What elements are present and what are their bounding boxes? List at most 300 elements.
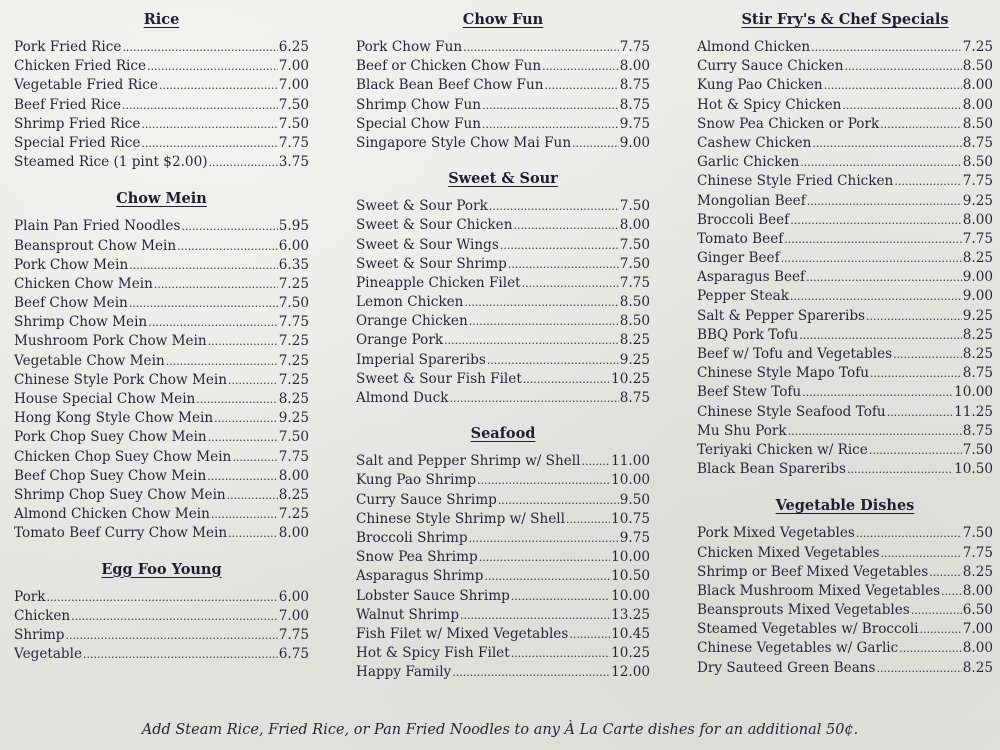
menu-item-price: 8.00 — [962, 640, 993, 657]
dot-leader — [232, 448, 277, 467]
menu-item — [697, 582, 993, 601]
menu-item — [14, 332, 309, 351]
menu-item-price: 7.75 — [619, 274, 650, 291]
menu-item-price: 7.50 — [619, 198, 650, 215]
menu-item — [697, 422, 993, 441]
menu-item-price: 6.75 — [278, 646, 309, 663]
menu-item-name: Broccoli Shrimp — [356, 529, 468, 546]
menu-item-name: Sweet & Sour Fish Filet — [356, 370, 522, 387]
menu-item-price: 7.50 — [278, 115, 309, 132]
menu-item-name: Kung Pao Shrimp — [356, 472, 477, 489]
menu-item-name: Beansprout Chow Mein — [14, 237, 177, 254]
menu-item-name: Chicken Fried Rice — [14, 58, 147, 75]
menu-item-name: Shrimp — [14, 626, 65, 643]
menu-item-name: Beef Chow Mein — [14, 295, 128, 312]
menu-item — [697, 115, 993, 134]
menu-item-price: 9.50 — [619, 491, 650, 508]
dot-leader — [800, 153, 961, 172]
dot-leader — [911, 601, 962, 620]
menu-item-name: Broccoli Beef — [697, 211, 790, 228]
dot-leader — [866, 307, 962, 326]
menu-item — [356, 587, 650, 606]
section-title: Seafood — [470, 425, 536, 443]
menu-item-name: Beef Chop Suey Chow Mein — [14, 467, 207, 484]
menu-item-name: Salt & Pepper Spareribs — [697, 307, 866, 324]
menu-item-price: 8.75 — [619, 390, 650, 406]
menu-item-name: Hot & Spicy Chicken — [697, 96, 842, 113]
dot-leader — [806, 268, 962, 287]
dot-leader — [141, 134, 277, 153]
menu-item-price: 10.00 — [611, 549, 650, 566]
menu-item — [356, 236, 650, 255]
menu-item-price: 8.50 — [619, 294, 650, 311]
dot-leader — [482, 96, 619, 115]
menu-section — [356, 422, 650, 682]
menu-item — [14, 96, 309, 115]
menu-item-price: 8.50 — [962, 154, 993, 171]
menu-item-name: Hong Kong Style Chow Mein — [14, 410, 214, 427]
dot-leader — [842, 96, 961, 115]
menu-item-name: Snow Pea Shrimp — [356, 549, 478, 566]
menu-item-name: Chinese Style Fried Chicken — [697, 173, 894, 190]
menu-item-price: 8.25 — [962, 346, 993, 362]
menu-item-price: 9.25 — [619, 351, 650, 368]
dot-leader — [807, 192, 962, 211]
dot-leader — [129, 294, 278, 313]
dot-leader — [790, 211, 962, 230]
menu-item — [697, 563, 993, 582]
menu-item — [356, 510, 650, 529]
menu-column-2 — [356, 8, 650, 682]
menu-column-1 — [14, 8, 309, 664]
menu-section — [14, 187, 309, 543]
menu-item — [356, 96, 650, 115]
menu-item — [697, 38, 993, 57]
menu-item — [14, 588, 309, 607]
menu-item-name: Shrimp Chop Suey Chow Mein — [14, 486, 226, 503]
menu-item-name: Shrimp Fried Rice — [14, 115, 141, 132]
menu-item — [14, 467, 309, 486]
menu-item-price: 10.00 — [611, 587, 650, 604]
menu-item-name: Shrimp Chow Mein — [14, 314, 148, 331]
dot-leader — [148, 313, 278, 332]
menu-item-name: Beef or Chicken Chow Fun — [356, 58, 542, 75]
menu-item — [14, 256, 309, 275]
menu-item-name: Mushroom Pork Chow Mein — [14, 333, 207, 350]
dot-leader — [479, 548, 610, 567]
menu-item-price: 10.50 — [954, 461, 993, 478]
menu-item-name: Tomato Beef Curry Chow Mein — [14, 525, 228, 542]
menu-item — [356, 57, 650, 76]
menu-item-price: 12.00 — [611, 664, 650, 681]
menu-item — [14, 448, 309, 467]
menu-item — [356, 134, 650, 153]
menu-item-name: Steamed Rice (1 pint $2.00) — [14, 154, 208, 171]
menu-item-name: Curry Sauce Chicken — [697, 58, 844, 75]
dot-leader — [463, 38, 619, 57]
dot-leader — [812, 134, 961, 153]
menu-item-price: 7.75 — [962, 230, 993, 247]
menu-item-name: Chinese Style Pork Chow Mein — [14, 371, 228, 388]
dot-leader — [83, 645, 278, 664]
menu-item-price: 7.25 — [962, 39, 993, 55]
menu-item — [356, 491, 650, 510]
menu-item-price: 7.75 — [278, 314, 309, 331]
menu-item — [14, 352, 309, 371]
dot-leader — [790, 287, 962, 306]
menu-item — [697, 134, 993, 153]
menu-item-name: Vegetable Chow Mein — [14, 352, 165, 369]
menu-item-name: Chinese Vegetables w/ Garlic — [697, 640, 899, 657]
menu-item-name: Beef Fried Rice — [14, 96, 122, 113]
dot-leader — [811, 38, 962, 57]
dot-leader — [122, 96, 278, 115]
menu-item-name: Dry Sauteed Green Beans — [697, 659, 876, 676]
menu-item — [14, 76, 309, 95]
menu-item-price: 8.25 — [962, 250, 993, 267]
menu-item-name: Garlic Chicken — [697, 154, 800, 171]
dot-leader — [208, 428, 278, 447]
dot-leader — [847, 460, 953, 479]
dot-leader — [929, 563, 961, 582]
section-title: Egg Foo Young — [101, 560, 222, 578]
menu-item — [697, 639, 993, 658]
menu-item-name: Chicken Mixed Vegetables — [697, 544, 880, 561]
menu-item — [697, 307, 993, 326]
menu-item-name: Beef w/ Tofu and Vegetables — [697, 346, 893, 362]
menu-item-price: 7.75 — [278, 626, 309, 643]
menu-item-price: 6.50 — [962, 602, 993, 619]
menu-item-name: Shrimp Chow Fun — [356, 96, 482, 113]
menu-item-price: 8.25 — [278, 486, 309, 503]
menu-section — [14, 558, 309, 665]
menu-item-price: 8.75 — [962, 422, 993, 439]
menu-item-name: Plain Pan Fried Noodles — [14, 218, 181, 235]
dot-leader — [522, 274, 619, 293]
dot-leader — [154, 275, 278, 294]
menu-item-price: 7.50 — [278, 96, 309, 113]
menu-item-price: 7.25 — [278, 506, 309, 523]
menu-item — [14, 390, 309, 409]
menu-item-price: 8.00 — [962, 96, 993, 113]
menu-item-name: Sweet & Sour Chicken — [356, 217, 513, 234]
menu-item — [356, 471, 650, 490]
menu-item-name: Beansprouts Mixed Vegetables — [697, 602, 910, 619]
dot-leader — [469, 312, 619, 331]
menu-item-price: 11.25 — [954, 403, 993, 420]
menu-item — [14, 153, 309, 172]
menu-item-name: Pork Mixed Vegetables — [697, 525, 855, 542]
dot-leader — [523, 370, 610, 389]
menu-item-price: 7.50 — [962, 441, 993, 458]
menu-item-price: 7.00 — [278, 58, 309, 75]
dot-leader — [788, 422, 962, 441]
menu-item-price: 7.00 — [962, 621, 993, 638]
dot-leader — [870, 364, 962, 383]
menu-item — [356, 644, 650, 663]
dot-leader — [177, 237, 278, 256]
dot-leader — [159, 76, 278, 95]
menu-item-name: Asparagus Shrimp — [356, 568, 484, 585]
dot-leader — [129, 256, 278, 275]
menu-item — [356, 255, 650, 274]
menu-item-price: 7.75 — [962, 173, 993, 190]
menu-section — [14, 8, 309, 172]
menu-item-price: 8.75 — [619, 77, 650, 94]
menu-item-price: 9.00 — [619, 134, 650, 151]
menu-item-price: 6.25 — [278, 39, 309, 55]
dot-leader — [784, 230, 961, 249]
dot-leader — [181, 217, 277, 236]
section-title: Rice — [143, 11, 180, 28]
dot-leader — [511, 587, 610, 606]
menu-section — [697, 494, 993, 678]
dot-leader — [894, 172, 961, 191]
menu-item — [356, 38, 650, 57]
menu-item — [356, 216, 650, 235]
menu-item-name: Asparagus Beef — [697, 269, 806, 286]
dot-leader — [513, 216, 618, 235]
dot-leader — [147, 57, 278, 76]
dot-leader — [941, 582, 962, 601]
menu-item-price: 7.75 — [619, 39, 650, 55]
dot-leader — [66, 626, 278, 645]
menu-item — [697, 287, 993, 306]
menu-item — [697, 211, 993, 230]
menu-item — [14, 313, 309, 332]
menu-item-name: Pineapple Chicken Filet — [356, 274, 521, 291]
dot-leader — [228, 371, 278, 390]
menu-item-name: Walnut Shrimp — [356, 606, 460, 623]
menu-item-name: Happy Family — [356, 664, 452, 681]
menu-item-name: Orange Pork — [356, 332, 444, 349]
menu-item-name: Pork — [14, 588, 46, 605]
dot-leader — [452, 663, 610, 682]
menu-item-price: 7.00 — [278, 607, 309, 624]
menu-item-name: Chinese Style Shrimp w/ Shell — [356, 510, 565, 527]
menu-column-3 — [697, 8, 993, 678]
menu-item — [697, 620, 993, 639]
menu-item — [697, 57, 993, 76]
menu-item — [356, 293, 650, 312]
dot-leader — [444, 331, 619, 350]
menu-item — [356, 370, 650, 389]
menu-item-price: 6.00 — [278, 237, 309, 254]
menu-item — [14, 645, 309, 664]
menu-item-price: 8.00 — [962, 582, 993, 599]
menu-item-price: 7.50 — [619, 255, 650, 272]
menu-item-name: Mongolian Beef — [697, 192, 806, 209]
menu-item-name: Special Chow Fun — [356, 115, 482, 132]
menu-item-price: 10.25 — [611, 645, 650, 662]
menu-item-price: 10.75 — [611, 510, 650, 527]
menu-item-price: 10.45 — [611, 625, 650, 642]
menu-item — [697, 659, 993, 678]
menu-item — [356, 567, 650, 586]
menu-item — [356, 274, 650, 293]
menu-item — [14, 505, 309, 524]
menu-item-price: 3.75 — [278, 154, 309, 171]
dot-leader — [482, 115, 619, 134]
footer-note: Add Steam Rice, Fried Rice, or Pan Fried Noodles to any À La Carte dishes for an additional 50¢. — [141, 722, 859, 738]
menu-item — [697, 172, 993, 191]
dot-leader — [887, 403, 953, 422]
menu-item-name: Mu Shu Pork — [697, 422, 787, 439]
menu-item-name: Orange Chicken — [356, 313, 468, 330]
menu-item-price: 6.35 — [278, 256, 309, 273]
menu-item — [14, 428, 309, 447]
dot-leader — [498, 491, 619, 510]
dot-leader — [166, 352, 278, 371]
dot-leader — [880, 544, 961, 563]
menu-item-name: Chicken Chow Mein — [14, 275, 153, 292]
menu-item-name: Imperial Spareribs — [356, 351, 486, 368]
section-title: Chow Fun — [462, 11, 544, 28]
menu-item-name: Pork Chow Mein — [14, 256, 129, 273]
menu-item-price: 8.50 — [962, 115, 993, 132]
menu-item — [356, 529, 650, 548]
menu-item — [697, 524, 993, 543]
dot-leader — [477, 471, 610, 490]
menu-item — [356, 331, 650, 350]
menu-item-name: Salt and Pepper Shrimp w/ Shell — [356, 453, 581, 470]
dot-leader — [484, 567, 610, 586]
menu-item-price: 8.50 — [962, 58, 993, 75]
menu-item-price: 8.00 — [619, 58, 650, 75]
section-title: Stir Fry's & Chef Specials — [741, 11, 949, 28]
menu-item-name: Pork Fried Rice — [14, 39, 122, 55]
menu-item-price: 8.25 — [619, 332, 650, 349]
menu-item-price: 7.75 — [278, 448, 309, 465]
dot-leader — [824, 76, 962, 95]
menu-item-price: 7.25 — [278, 371, 309, 388]
menu-section — [697, 8, 993, 479]
menu-item-price: 13.25 — [611, 606, 650, 623]
menu-item-name: Chicken Chop Suey Chow Mein — [14, 448, 232, 465]
menu-item-name: Chinese Style Seafood Tofu — [697, 403, 886, 420]
menu-item-price: 8.75 — [962, 134, 993, 151]
menu-item-name: Black Mushroom Mixed Vegetables — [697, 582, 941, 599]
menu-item-price: 8.25 — [962, 326, 993, 343]
menu-item — [14, 626, 309, 645]
menu-item — [697, 249, 993, 268]
menu-item — [14, 57, 309, 76]
menu-item-name: Sweet & Sour Pork — [356, 198, 488, 215]
dot-leader — [511, 644, 610, 663]
menu-item — [14, 607, 309, 626]
menu-item-price: 8.75 — [962, 365, 993, 382]
dot-leader — [489, 197, 619, 216]
menu-item-price: 11.00 — [611, 453, 650, 470]
menu-item-price: 8.00 — [278, 467, 309, 484]
dot-leader — [207, 467, 277, 486]
dot-leader — [487, 351, 619, 370]
menu-item-price: 9.25 — [962, 192, 993, 209]
dot-leader — [208, 332, 278, 351]
menu-item-price: 7.00 — [278, 77, 309, 94]
menu-item-name: Almond Duck — [356, 390, 449, 406]
menu-item — [697, 345, 993, 364]
menu-item-price: 8.75 — [619, 96, 650, 113]
menu-item — [697, 403, 993, 422]
dot-leader — [71, 607, 278, 626]
dot-leader — [856, 524, 962, 543]
menu-item — [14, 275, 309, 294]
menu-item-price: 7.25 — [278, 333, 309, 350]
menu-item — [697, 383, 993, 402]
menu-item — [14, 486, 309, 505]
menu-item-price: 7.50 — [278, 295, 309, 312]
dot-leader — [893, 345, 962, 364]
section-title: Sweet & Sour — [448, 170, 558, 188]
menu-item-price: 9.00 — [962, 288, 993, 305]
menu-item-price: 10.00 — [611, 472, 650, 489]
menu-item-price: 9.25 — [278, 410, 309, 427]
menu-item — [697, 76, 993, 95]
menu-item-name: Fish Filet w/ Mixed Vegetables — [356, 625, 569, 642]
menu-section — [356, 8, 650, 153]
menu-item — [697, 326, 993, 345]
dot-leader — [877, 659, 962, 678]
menu-item-price: 10.25 — [611, 370, 650, 387]
menu-item-name: Pepper Steak — [697, 288, 790, 305]
menu-item — [356, 76, 650, 95]
dot-leader — [581, 452, 610, 471]
menu-item-name: Lobster Sauce Shrimp — [356, 587, 510, 604]
menu-item-name: Curry Sauce Shrimp — [356, 491, 497, 508]
menu-item-price: 8.25 — [962, 563, 993, 580]
menu-item-name: Chinese Style Mapo Tofu — [697, 365, 870, 382]
dot-leader — [214, 409, 278, 428]
menu-item — [356, 115, 650, 134]
menu-item — [356, 548, 650, 567]
menu-item — [14, 294, 309, 313]
menu-item-price: 5.95 — [278, 218, 309, 235]
menu-item — [14, 524, 309, 543]
menu-item-price: 8.25 — [962, 659, 993, 676]
dot-leader — [500, 236, 619, 255]
menu-item-name: Black Bean Beef Chow Fun — [356, 77, 544, 94]
menu-item — [14, 134, 309, 153]
dot-leader — [542, 57, 619, 76]
menu-item-name: Ginger Beef — [697, 250, 780, 267]
menu-item-name: Sweet & Sour Wings — [356, 236, 499, 253]
section-title: Vegetable Dishes — [775, 497, 915, 515]
menu-item-price: 8.00 — [962, 211, 993, 228]
dot-leader — [211, 505, 278, 524]
menu-item-price: 7.75 — [962, 544, 993, 561]
dot-leader — [464, 293, 618, 312]
dot-leader — [196, 390, 277, 409]
menu-item-price: 8.00 — [962, 77, 993, 94]
menu-item-price: 8.50 — [619, 313, 650, 330]
menu-item-price: 9.00 — [962, 269, 993, 286]
menu-item-name: Special Fried Rice — [14, 134, 141, 151]
menu-item — [356, 351, 650, 370]
dot-leader — [508, 255, 619, 274]
menu-item-name: Shrimp or Beef Mixed Vegetables — [697, 563, 929, 580]
menu-item-price: 6.00 — [278, 588, 309, 605]
menu-item — [697, 268, 993, 287]
dot-leader — [47, 588, 278, 607]
menu-item-price: 7.25 — [278, 275, 309, 292]
dot-leader — [460, 606, 610, 625]
menu-item-price: 9.75 — [619, 529, 650, 546]
menu-item-price: 9.75 — [619, 115, 650, 132]
menu-item — [356, 452, 650, 471]
menu-item — [14, 115, 309, 134]
menu-item — [697, 153, 993, 172]
